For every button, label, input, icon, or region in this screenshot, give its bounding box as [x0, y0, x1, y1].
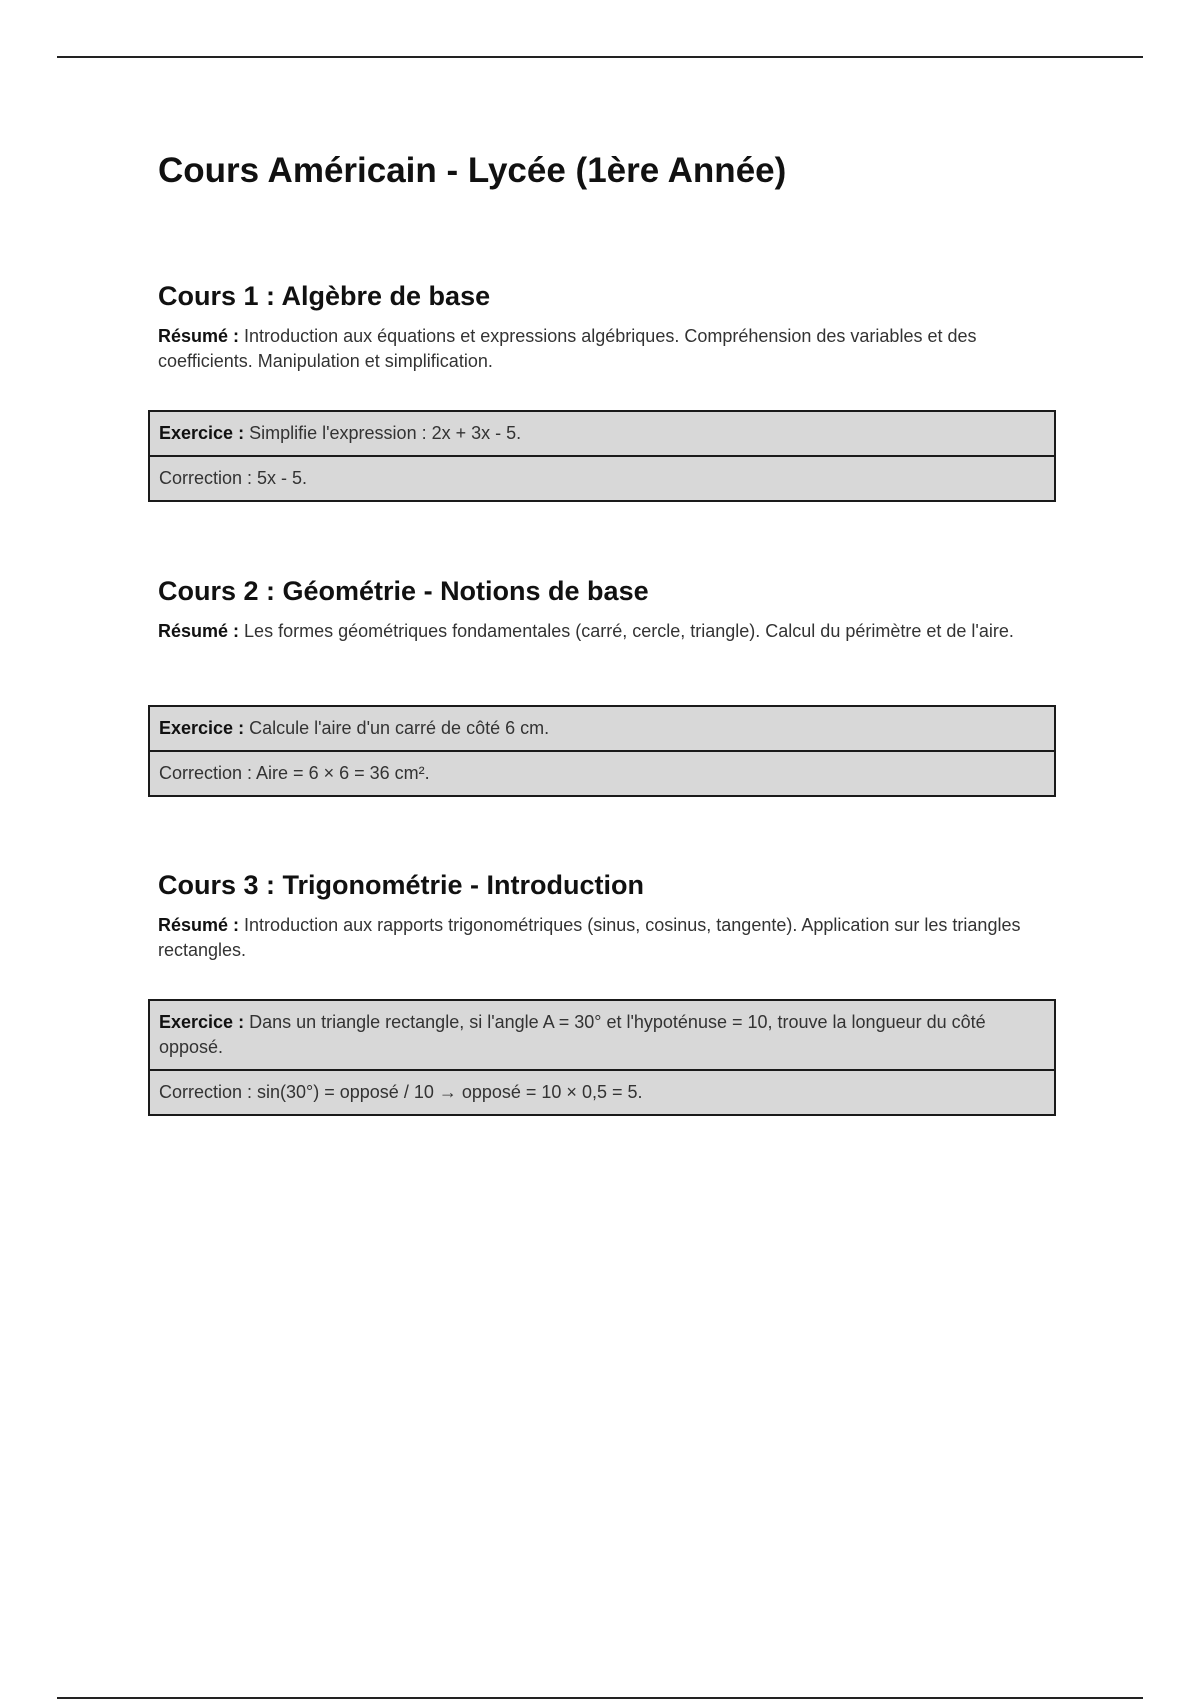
correction-row: [150, 455, 1054, 500]
exercise-box-2: [148, 705, 1056, 797]
summary-label: Résumé :: [158, 326, 240, 347]
course-section-2: [158, 575, 1058, 644]
course-summary: [158, 619, 1058, 644]
correction-text: Correction : sin(30°) = opposé / 10 → opposé = 10 × 0,5 = 5.: [159, 1082, 643, 1102]
correction-row: [150, 750, 1054, 795]
header-rule: [57, 56, 1143, 58]
correction-text: Correction : 5x - 5.: [159, 468, 308, 488]
exercise-row: [150, 1001, 1054, 1069]
page-title: Cours Américain - Lycée (1ère Année): [158, 151, 787, 190]
exercise-box-3: [148, 999, 1056, 1116]
correction-row: [150, 1069, 1054, 1114]
exercise-label: Exercice :: [159, 423, 245, 443]
exercise-label: Exercice :: [159, 718, 245, 738]
exercise-text: Simplifie l'expression : 2x + 3x - 5.: [249, 423, 522, 443]
exercise-box-1: [148, 410, 1056, 502]
course-heading: Cours 2 : Géométrie - Notions de base: [158, 576, 649, 606]
course-section-1: [158, 280, 1058, 374]
exercise-text: Dans un triangle rectangle, si l'angle A = 30° et l'hypoténuse = 10, trouve la longueur du côté opposé.: [159, 1012, 986, 1057]
course-section-3: [158, 869, 1058, 963]
exercise-row: [150, 412, 1054, 455]
correction-text: Correction : Aire = 6 × 6 = 36 cm².: [159, 763, 430, 783]
course-summary: [158, 324, 1058, 374]
exercise-text: Calcule l'aire d'un carré de côté 6 cm.: [249, 718, 550, 738]
summary-label: Résumé :: [158, 621, 240, 642]
summary-text: Les formes géométriques fondamentales (carré, cercle, triangle). Calcul du périmètre et de l'aire.: [244, 621, 1014, 642]
summary-text: Introduction aux rapports trigonométriques (sinus, cosinus, tangente). Application sur les triangles rectangles.: [158, 915, 1021, 961]
course-heading: Cours 3 : Trigonométrie - Introduction: [158, 870, 644, 900]
course-summary: [158, 913, 1058, 963]
exercise-row: [150, 707, 1054, 750]
document-header: [158, 150, 1058, 192]
footer-rule: [57, 1697, 1143, 1699]
summary-label: Résumé :: [158, 915, 240, 936]
course-heading: Cours 1 : Algèbre de base: [158, 281, 491, 311]
summary-text: Introduction aux équations et expressions algébriques. Compréhension des variables et des coefficients. Manipulation et simplification.: [158, 326, 977, 372]
exercise-label: Exercice :: [159, 1012, 245, 1032]
